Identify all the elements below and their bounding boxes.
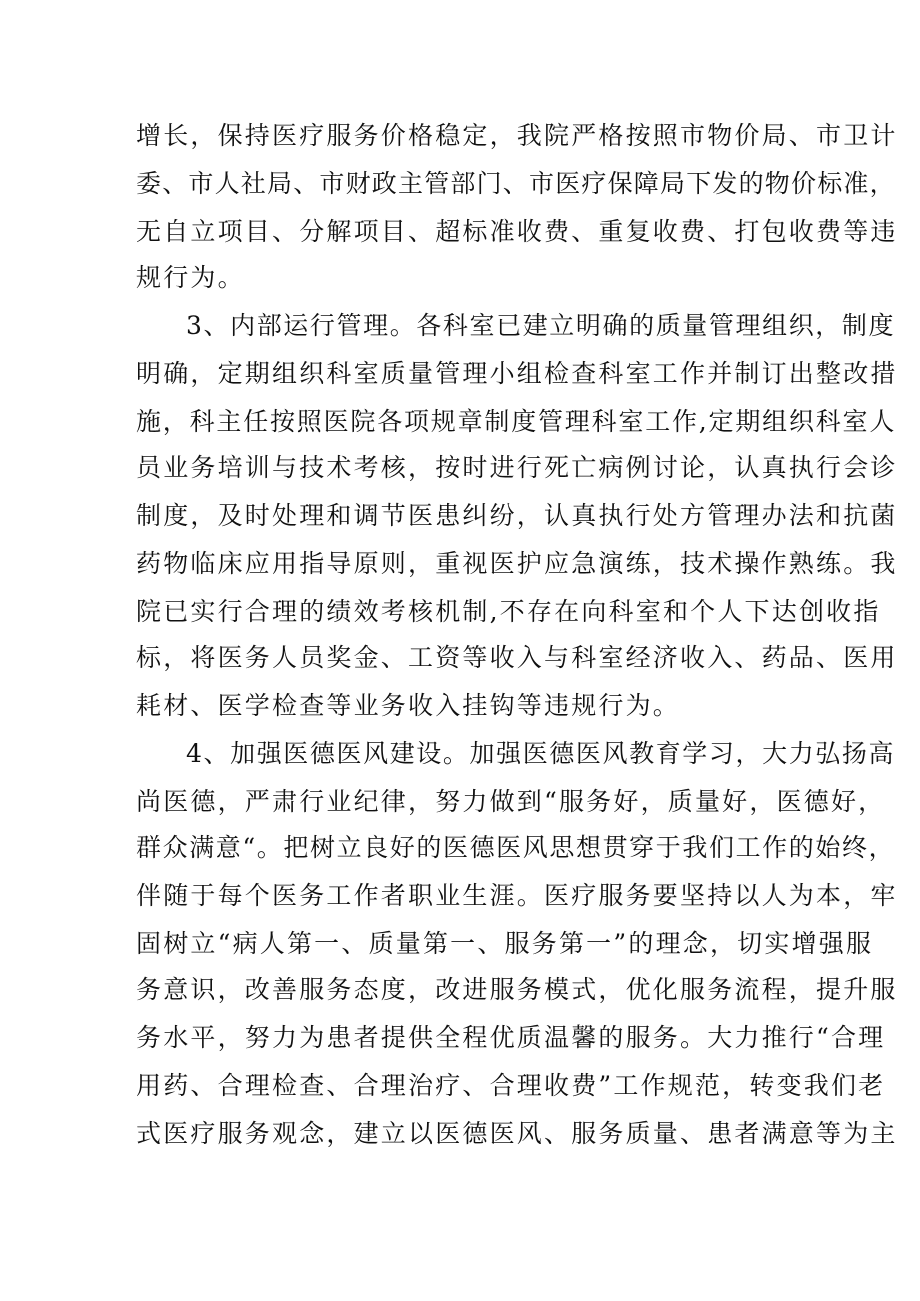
text-line: 明确，定期组织科室质量管理小组检查科室工作并制订出整改措 bbox=[136, 359, 898, 388]
text-line: 式医疗服务观念，建立以医德医风、服务质量、患者满意等为主 bbox=[136, 1119, 898, 1148]
text-line: 规行为。 bbox=[136, 263, 245, 292]
text-line: 固树立“病人第一、质量第一、服务第一”的理念，切实增强服 bbox=[136, 929, 874, 958]
text-line: 标，将医务人员奖金、工资等收入与科室经济收入、药品、医用 bbox=[136, 643, 898, 672]
text-line: 委、市人社局、市财政主管部门、市医疗保障局下发的物价标准， bbox=[136, 169, 896, 198]
text-line: 伴随于每个医务工作者职业生涯。医疗服务要坚持以人为本，牢 bbox=[136, 881, 898, 910]
text-line: 用药、合理检查、合理治疗、合理收费”工作规范，转变我们老 bbox=[136, 1071, 886, 1100]
text-line: 无自立项目、分解项目、超标准收费、重复收费、打包收费等违 bbox=[136, 217, 898, 246]
text-line: 药物临床应用指导原则，重视医护应急演练，技术操作熟练。我 bbox=[136, 549, 898, 578]
text-line: 院已实行合理的绩效考核机制,不存在向科室和个人下达创收指 bbox=[136, 597, 881, 626]
text-line: 3、内部运行管理。各科室已建立明确的质量管理组织，制度 bbox=[186, 311, 896, 340]
text-line: 制度，及时处理和调节医患纠纷，认真执行处方管理办法和抗菌 bbox=[136, 501, 898, 530]
text-line: 务水平，努力为患者提供全程优质温馨的服务。大力推行“合理 bbox=[136, 1023, 886, 1052]
text-line: 群众满意“。把树立良好的医德医风思想贯穿于我们工作的始终， bbox=[136, 833, 896, 862]
text-line: 尚医德，严肃行业纪律，努力做到“服务好，质量好，医德好， bbox=[136, 787, 886, 816]
text-line: 4、加强医德医风建设。加强医德医风教育学习，大力弘扬高 bbox=[186, 739, 896, 768]
text-line: 务意识，改善服务态度，改进服务模式，优化服务流程，提升服 bbox=[136, 975, 898, 1004]
text-line: 增长，保持医疗服务价格稳定，我院严格按照市物价局、市卫计 bbox=[136, 121, 898, 150]
text-line: 耗材、医学检查等业务收入挂钩等违规行为。 bbox=[136, 691, 681, 720]
text-line: 员业务培训与技术考核，按时进行死亡病例讨论，认真执行会诊 bbox=[136, 453, 898, 482]
text-line: 施，科主任按照医院各项规章制度管理科室工作,定期组织科室人 bbox=[136, 407, 897, 436]
